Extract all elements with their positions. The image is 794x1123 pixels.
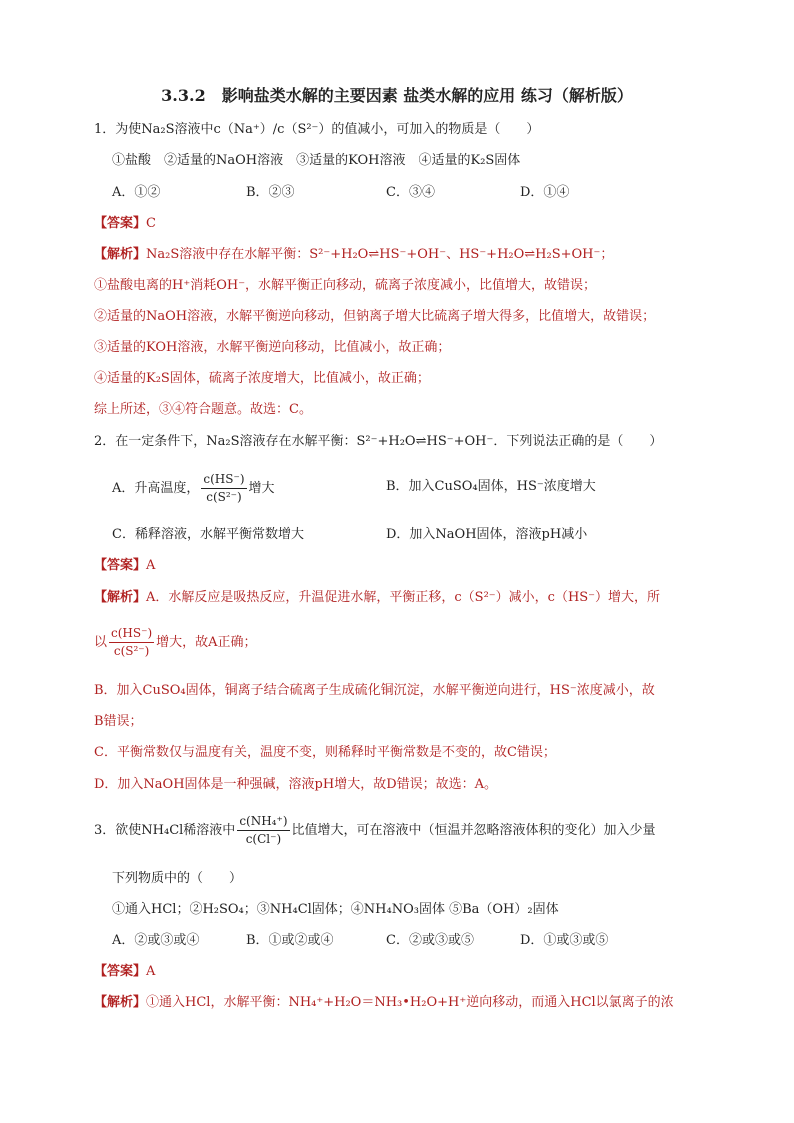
page-title: 3.3.2 影响盐类水解的主要因素 盐类水解的应用 练习（解析版） <box>161 86 633 105</box>
analysis-fraction <box>109 625 154 660</box>
q3-option-b: B．①或②或④ <box>246 933 334 948</box>
analysis-text: A．水解反应是吸热反应，升温促进水解，平衡正移，c（S²⁻）减小，c（HS⁻）增大，所 <box>146 590 661 605</box>
q2-option-a-prefix: A．升高温度， <box>112 481 200 496</box>
q1-option-b: B．②③ <box>246 185 295 200</box>
q1-option-a: A．①② <box>112 185 161 200</box>
q1-analysis-line: ②适量的NaOH溶液，水解平衡逆向移动，但钠离子增大比硫离子增大得多，比值增大，故错误； <box>94 309 656 324</box>
q2-analysis-line <box>94 624 257 662</box>
fraction-denominator: c(S²⁻) <box>206 490 242 504</box>
q3-analysis-line <box>94 994 674 1012</box>
q3-option-a: A．②或③或④ <box>112 933 200 948</box>
analysis-label: 【解析】 <box>94 590 147 605</box>
q3-option-c: C．②或③或⑤ <box>386 933 474 948</box>
q2-analysis-line <box>94 589 660 607</box>
fraction-numerator: c(HS⁻) <box>201 471 246 489</box>
answer-value: C <box>146 216 156 231</box>
q2-analysis-line: C．平衡常数仅与温度有关，温度不变，则稀释时平衡常数是不变的，故C错误； <box>94 745 556 760</box>
q2-analysis-line: B．加入CuSO₄固体，铜离子结合硫离子生成硫化铜沉淀，水解平衡逆向进行，HS⁻浓度减小，故 <box>94 683 655 698</box>
q2-option-b: B．加入CuSO₄固体，HS⁻浓度增大 <box>386 479 596 494</box>
q1-answer <box>94 215 156 233</box>
q3-stem-continued: 下列物质中的（ ） <box>112 871 243 886</box>
q1-option-c: C．③④ <box>386 185 435 200</box>
q1-analysis-line: ③适量的KOH溶液，水解平衡逆向移动，比值减小，故正确； <box>94 340 451 355</box>
fraction-numerator: c(NH₄⁺) <box>237 813 289 831</box>
q2-stem: 2．在一定条件下，Na₂S溶液存在水解平衡：S²⁻+H₂O⇌HS⁻+OH⁻．下列说法正确的是（ ） <box>94 434 663 449</box>
q3-option-d: D．①或③或⑤ <box>520 933 609 948</box>
q1-analysis-line: ④适量的K₂S固体，硫离子浓度增大，比值减小，故正确； <box>94 371 430 386</box>
q1-analysis-line <box>94 246 613 264</box>
analysis-text: Na₂S溶液中存在水解平衡：S²⁻+H₂O⇌HS⁻+OH⁻、HS⁻+H₂O⇌H₂S+OH⁻； <box>146 247 614 262</box>
q1-items: ①盐酸 ②适量的NaOH溶液 ③适量的KOH溶液 ④适量的K₂S固体 <box>112 153 521 168</box>
analysis-prefix: 以 <box>94 635 108 650</box>
q1-stem: 1．为使Na₂S溶液中c（Na⁺）/c（S²⁻）的值减小，可加入的物质是（ ） <box>94 122 540 137</box>
answer-label: 【答案】 <box>94 558 147 573</box>
q3-stem <box>94 812 656 850</box>
q2-option-c: C．稀释溶液，水解平衡常数增大 <box>112 527 304 542</box>
q3-fraction <box>237 813 289 848</box>
answer-label: 【答案】 <box>94 216 147 231</box>
q2-fraction <box>201 471 246 506</box>
q2-analysis-line: B错误； <box>94 714 143 729</box>
analysis-text: ①通入HCl，水解平衡：NH₄⁺+H₂O＝NH₃•H₂O+H⁺逆向移动，而通入HCl以氯离子的浓 <box>146 995 674 1010</box>
q1-option-d: D．①④ <box>520 185 570 200</box>
answer-value: A <box>146 558 156 573</box>
q1-analysis-line: 综上所述，③④符合题意。故选：C。 <box>94 402 312 417</box>
analysis-label: 【解析】 <box>94 247 147 262</box>
analysis-label: 【解析】 <box>94 995 147 1010</box>
fraction-denominator: c(Cl⁻) <box>245 832 282 846</box>
fraction-denominator: c(S²⁻) <box>113 644 150 658</box>
q2-option-a <box>112 470 275 508</box>
q2-option-a-suffix: 增大 <box>248 481 275 496</box>
answer-label: 【答案】 <box>94 964 147 979</box>
q3-answer <box>94 963 155 981</box>
q1-analysis-line: ①盐酸电离的H⁺消耗OH⁻，水解平衡正向移动，硫离子浓度减小，比值增大，故错误； <box>94 278 597 293</box>
analysis-suffix: 增大，故A正确； <box>156 635 257 650</box>
fraction-numerator: c(HS⁻) <box>109 625 154 643</box>
answer-value: A <box>146 964 156 979</box>
q2-answer <box>94 557 155 575</box>
q2-analysis-line: D．加入NaOH固体是一种强碱，溶液pH增大，故D错误；故选：A。 <box>94 777 498 792</box>
q3-stem-suffix: 比值增大，可在溶液中（恒温并忽略溶液体积的变化）加入少量 <box>291 823 656 838</box>
q2-option-d: D．加入NaOH固体，溶液pH减小 <box>386 527 588 542</box>
q3-stem-prefix: 3．欲使NH₄Cl稀溶液中 <box>94 823 236 838</box>
q3-items: ①通入HCl；②H₂SO₄；③NH₄Cl固体；④NH₄NO₃固体 ⑤Ba（OH）₂固体 <box>112 902 559 917</box>
